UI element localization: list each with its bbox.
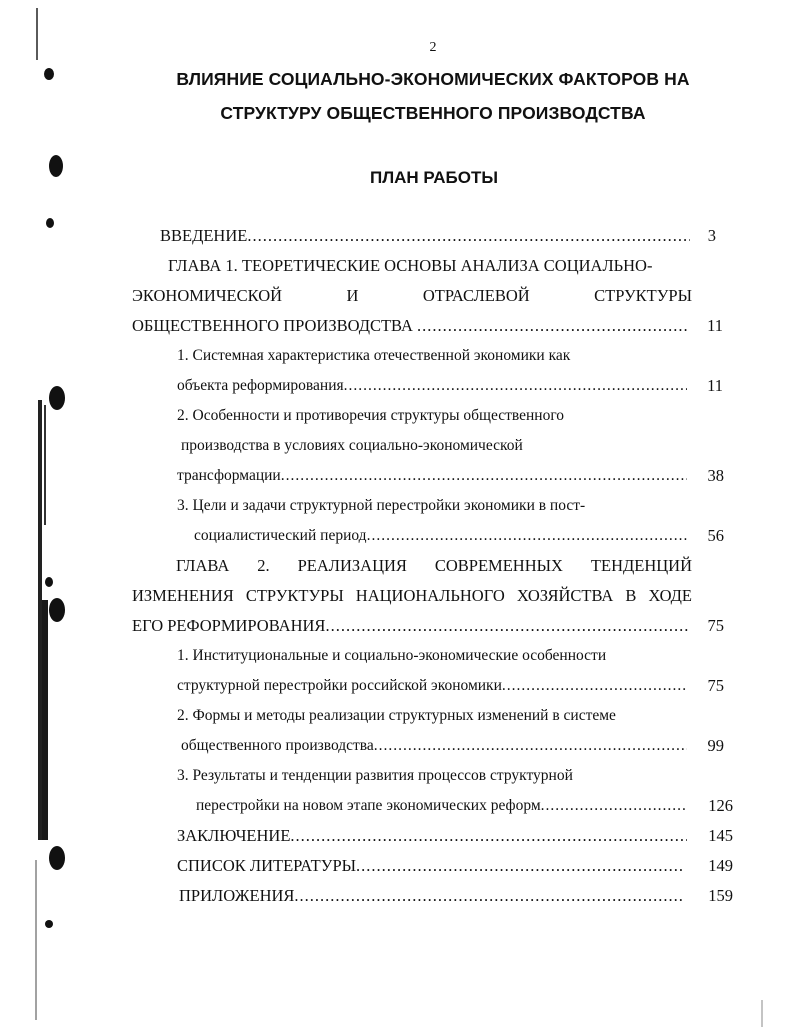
toc-entry-label: перестройки на новом этапе экономических реформ <box>196 797 541 814</box>
chapter1-heading-line-1[interactable]: ГЛАВА 1. ТЕОРЕТИЧЕСКИЕ ОСНОВЫ АНАЛИЗА СОЦИАЛЬНО- <box>168 256 653 275</box>
toc-entry-section-1-1[interactable] <box>177 371 687 401</box>
toc-entry-intro[interactable] <box>160 221 690 251</box>
toc-entry-chapter2[interactable] <box>132 611 688 641</box>
toc-entry-conclusion[interactable] <box>177 821 687 851</box>
toc-entry-section-2-3[interactable] <box>196 791 687 821</box>
toc-page-number: 75 <box>707 676 724 695</box>
toc-page-number: 126 <box>708 796 733 815</box>
title-line-2: СТРУКТУРУ ОБЩЕСТВЕННОГО ПРОИЗВОДСТВА <box>220 103 646 123</box>
toc-page-number: 3 <box>707 226 716 245</box>
leader-dots <box>281 461 687 491</box>
toc-page-number: 99 <box>707 736 724 755</box>
toc-entry-label: социалистический период <box>194 527 367 544</box>
toc-entry-chapter1[interactable] <box>132 311 688 341</box>
toc-page-number: 11 <box>707 376 723 395</box>
toc-entry-label: объекта реформирования <box>177 377 344 394</box>
leader-dots <box>367 521 687 551</box>
toc-entry-label: общественного производства <box>181 737 374 754</box>
toc-entry-section-1-3[interactable] <box>194 521 687 551</box>
toc-page-number: 149 <box>708 856 733 875</box>
toc-entry-label: ПРИЛОЖЕНИЯ <box>179 886 295 905</box>
leader-dots <box>294 881 685 911</box>
section-1-3-line-1[interactable]: 3. Цели и задачи структурной перестройки экономики в пост- <box>177 497 586 514</box>
toc-entry-label: ВВЕДЕНИЕ <box>160 226 248 245</box>
leader-dots <box>374 731 687 761</box>
leader-dots <box>502 671 687 701</box>
chapter2-heading-line-1[interactable]: ГЛАВА 2. РЕАЛИЗАЦИЯ СОВРЕМЕННЫХ ТЕНДЕНЦИЙ <box>176 556 692 575</box>
chapter2-heading-line-2[interactable]: ИЗМЕНЕНИЯ СТРУКТУРЫ НАЦИОНАЛЬНОГО ХОЗЯЙСТВА В ХОДЕ <box>132 586 692 605</box>
toc-entry-label: СПИСОК ЛИТЕРАТУРЫ <box>177 856 357 875</box>
section-1-2-line-2[interactable]: производства в условиях социально-экономической <box>181 437 523 454</box>
toc-entry-section-2-2[interactable] <box>181 731 687 761</box>
section-1-2-line-1[interactable]: 2. Особенности и противоречия структуры общественного <box>177 407 565 424</box>
toc-entry-section-2-1[interactable] <box>177 671 687 701</box>
leader-dots <box>325 611 688 641</box>
toc-page-number: 145 <box>708 826 733 845</box>
toc-page-number: 159 <box>708 886 733 905</box>
toc-page-number: 56 <box>707 526 724 545</box>
toc-page-number: 38 <box>707 466 724 485</box>
title-line-1: ВЛИЯНИЕ СОЦИАЛЬНО-ЭКОНОМИЧЕСКИХ ФАКТОРОВ НА <box>176 69 690 89</box>
toc-page-number: 11 <box>707 316 723 335</box>
toc-entry-label: ЕГО РЕФОРМИРОВАНИЯ <box>132 616 326 635</box>
toc-entry-appendices[interactable] <box>179 881 685 911</box>
section-2-2-line-1[interactable]: 2. Формы и методы реализации структурных изменений в системе <box>177 707 616 724</box>
leader-dots <box>541 791 687 821</box>
plan-heading: ПЛАН РАБОТЫ <box>369 168 498 187</box>
toc-entry-label: ЗАКЛЮЧЕНИЕ <box>177 826 291 845</box>
toc-entry-section-1-2[interactable] <box>177 461 687 491</box>
section-2-1-line-1[interactable]: 1. Институциональные и социально-экономические особенности <box>177 647 607 664</box>
section-2-3-line-1[interactable]: 3. Результаты и тенденции развития процессов структурной <box>177 767 573 784</box>
leader-dots <box>417 311 688 341</box>
toc-page-number: 75 <box>707 616 724 635</box>
leader-dots <box>290 821 687 851</box>
chapter1-heading-line-2[interactable]: ЭКОНОМИЧЕСКОЙ И ОТРАСЛЕВОЙ СТРУКТУРЫ <box>132 286 692 305</box>
leader-dots <box>344 371 687 401</box>
page-number: 2 <box>429 40 437 55</box>
section-1-1-line-1[interactable]: 1. Системная характеристика отечественной экономики как <box>177 347 571 364</box>
toc-entry-references[interactable] <box>177 851 685 881</box>
toc-entry-label: ОБЩЕСТВЕННОГО ПРОИЗВОДСТВА <box>132 316 413 335</box>
leader-dots <box>356 851 685 881</box>
leader-dots <box>247 221 690 251</box>
toc-entry-label: структурной перестройки российской экономики <box>177 677 502 694</box>
toc-entry-label: трансформации <box>177 467 281 484</box>
